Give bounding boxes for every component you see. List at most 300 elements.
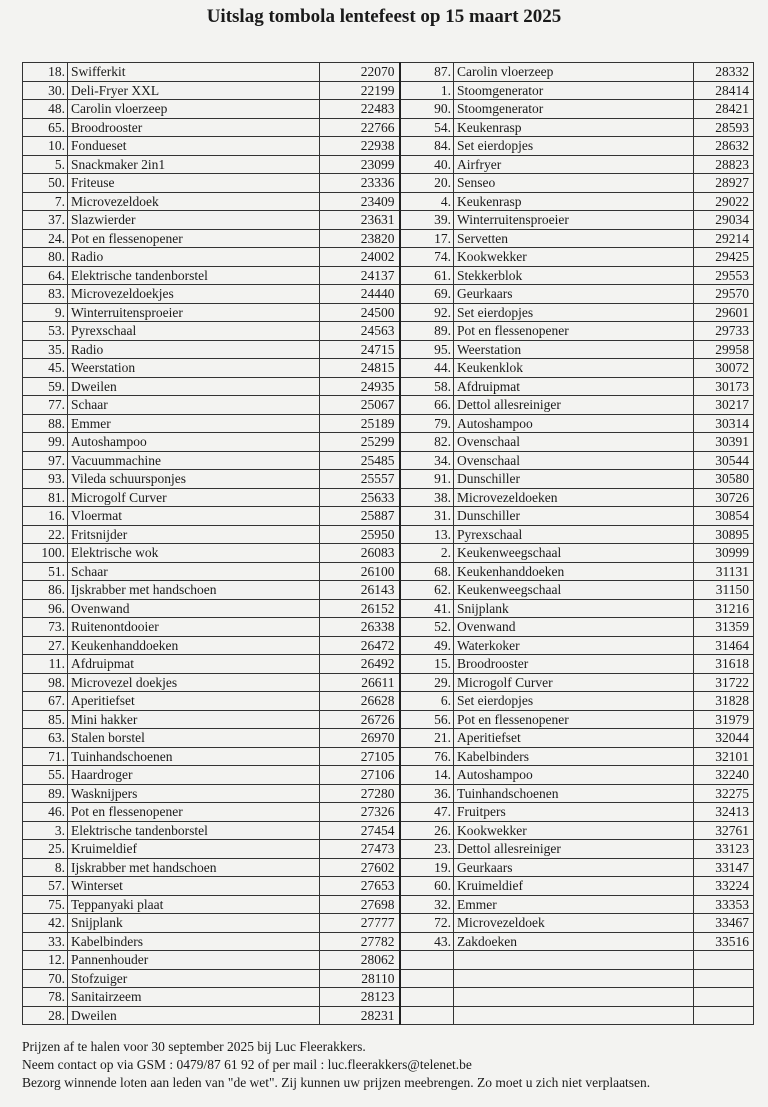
ticket-number: 27106	[320, 766, 400, 785]
ticket-number: 22483	[320, 100, 400, 119]
ticket-number: 30854	[694, 507, 754, 526]
prize-name: Keukenhanddoeken	[454, 562, 694, 581]
table-row	[23, 692, 400, 711]
prize-number: 61.	[401, 266, 454, 285]
prize-number: 53.	[23, 322, 68, 341]
prize-name: Microgolf Curver	[454, 673, 694, 692]
ticket-number: 26472	[320, 636, 400, 655]
prize-name: Stekkerblok	[454, 266, 694, 285]
table-row	[23, 673, 400, 692]
prize-name: Set eierdopjes	[454, 137, 694, 156]
ticket-number: 28414	[694, 81, 754, 100]
prize-name: Schaar	[68, 396, 320, 415]
prize-name: Airfryer	[454, 155, 694, 174]
prize-number: 28.	[23, 1006, 68, 1025]
ticket-number: 28062	[320, 951, 400, 970]
table-row	[23, 747, 400, 766]
ticket-number: 23409	[320, 192, 400, 211]
prize-name: Dweilen	[68, 377, 320, 396]
ticket-number: 26143	[320, 581, 400, 600]
ticket-number	[694, 951, 754, 970]
ticket-number: 33224	[694, 877, 754, 896]
prize-name: Pot en flessenopener	[68, 229, 320, 248]
prize-number: 13.	[401, 525, 454, 544]
ticket-number: 33353	[694, 895, 754, 914]
table-row	[401, 470, 754, 489]
table-row	[401, 340, 754, 359]
prize-name: Sanitairzeem	[68, 988, 320, 1007]
footer-notes	[22, 1038, 752, 1092]
table-row	[401, 840, 754, 859]
table-row	[401, 285, 754, 304]
ticket-number: 32413	[694, 803, 754, 822]
prize-name: Snijplank	[68, 914, 320, 933]
prize-name: Ovenschaal	[454, 433, 694, 452]
ticket-number: 30580	[694, 470, 754, 489]
prize-number: 62.	[401, 581, 454, 600]
table-row	[23, 488, 400, 507]
ticket-number: 27782	[320, 932, 400, 951]
table-row	[401, 729, 754, 748]
prize-number: 15.	[401, 655, 454, 674]
table-row	[23, 137, 400, 156]
prize-number: 54.	[401, 118, 454, 137]
prize-name: Dettol allesreiniger	[454, 840, 694, 859]
ticket-number: 30391	[694, 433, 754, 452]
table-row	[23, 340, 400, 359]
prize-name: Kookwekker	[454, 821, 694, 840]
ticket-number: 24002	[320, 248, 400, 267]
prize-number: 85.	[23, 710, 68, 729]
table-row	[401, 248, 754, 267]
ticket-number: 30999	[694, 544, 754, 563]
prize-number: 89.	[23, 784, 68, 803]
prize-number: 74.	[401, 248, 454, 267]
table-row	[23, 599, 400, 618]
table-row	[23, 174, 400, 193]
prize-name: Fruitpers	[454, 803, 694, 822]
prize-name: Keukenweegschaal	[454, 581, 694, 600]
prize-name: Weerstation	[454, 340, 694, 359]
prize-number: 98.	[23, 673, 68, 692]
table-row	[401, 211, 754, 230]
ticket-number: 28823	[694, 155, 754, 174]
prize-name: Pyrexschaal	[68, 322, 320, 341]
ticket-number: 28593	[694, 118, 754, 137]
prize-name: Afdruipmat	[454, 377, 694, 396]
prize-name	[454, 951, 694, 970]
prize-number	[401, 988, 454, 1007]
prize-number: 60.	[401, 877, 454, 896]
prize-number: 63.	[23, 729, 68, 748]
delivery-note: Bezorg winnende loten aan leden van "de wet". Zij kunnen uw prijzen meebrengen. Zo moet u zich niet verplaatsen.	[22, 1075, 651, 1090]
ticket-number	[694, 969, 754, 988]
table-row	[401, 747, 754, 766]
prize-name: Wasknijpers	[68, 784, 320, 803]
ticket-number: 33516	[694, 932, 754, 951]
prize-name: Stalen borstel	[68, 729, 320, 748]
ticket-number: 24715	[320, 340, 400, 359]
prize-name: Teppanyaki plaat	[68, 895, 320, 914]
prize-name: Snijplank	[454, 599, 694, 618]
table-row	[23, 1006, 400, 1025]
prize-name: Swifferkit	[68, 63, 320, 82]
ticket-number: 25633	[320, 488, 400, 507]
prize-number: 65.	[23, 118, 68, 137]
table-row	[401, 877, 754, 896]
prize-name: Deli-Fryer XXL	[68, 81, 320, 100]
prize-name	[454, 969, 694, 988]
ticket-number: 28421	[694, 100, 754, 119]
prize-name: Emmer	[68, 414, 320, 433]
ticket-number: 25950	[320, 525, 400, 544]
prize-name: Fondueset	[68, 137, 320, 156]
prize-name: Pannenhouder	[68, 951, 320, 970]
prize-number: 76.	[401, 747, 454, 766]
table-row	[23, 581, 400, 600]
prize-number: 86.	[23, 581, 68, 600]
prize-number: 3.	[23, 821, 68, 840]
prize-name: Dunschiller	[454, 507, 694, 526]
prize-number: 41.	[401, 599, 454, 618]
prize-number: 66.	[401, 396, 454, 415]
prize-number: 33.	[23, 932, 68, 951]
prize-name: Senseo	[454, 174, 694, 193]
prize-name: Keukenweegschaal	[454, 544, 694, 563]
table-row	[23, 359, 400, 378]
prize-name: Radio	[68, 248, 320, 267]
ticket-number: 24935	[320, 377, 400, 396]
ticket-number: 29022	[694, 192, 754, 211]
prize-name: Haardroger	[68, 766, 320, 785]
ticket-number: 31828	[694, 692, 754, 711]
ticket-number: 25557	[320, 470, 400, 489]
prize-name: Ovenschaal	[454, 451, 694, 470]
prize-number: 7.	[23, 192, 68, 211]
table-row	[401, 377, 754, 396]
table-row	[401, 174, 754, 193]
table-row	[23, 525, 400, 544]
prize-number: 84.	[401, 137, 454, 156]
prize-name: Aperitiefset	[68, 692, 320, 711]
table-row	[23, 618, 400, 637]
table-row	[401, 914, 754, 933]
ticket-number: 27777	[320, 914, 400, 933]
ticket-number: 25485	[320, 451, 400, 470]
prize-name: Winterset	[68, 877, 320, 896]
table-row	[23, 155, 400, 174]
prize-name: Slazwierder	[68, 211, 320, 230]
prize-number: 45.	[23, 359, 68, 378]
prize-number: 80.	[23, 248, 68, 267]
ticket-number: 29733	[694, 322, 754, 341]
prize-number: 42.	[23, 914, 68, 933]
prize-name: Kruimeldief	[68, 840, 320, 859]
ticket-number: 29034	[694, 211, 754, 230]
table-row	[23, 636, 400, 655]
ticket-number: 23336	[320, 174, 400, 193]
prize-number: 67.	[23, 692, 68, 711]
table-row	[401, 433, 754, 452]
prize-name: Ijskrabber met handschoen	[68, 581, 320, 600]
table-row	[401, 414, 754, 433]
prize-number: 30.	[23, 81, 68, 100]
prize-name: Geurkaars	[454, 858, 694, 877]
ticket-number: 31618	[694, 655, 754, 674]
contact-note: Neem contact op via GSM : 0479/87 61 92 of per mail : luc.fleerakkers@telenet.be	[22, 1057, 472, 1072]
prize-name: Ovenwand	[68, 599, 320, 618]
table-row	[23, 192, 400, 211]
prize-number: 2.	[401, 544, 454, 563]
ticket-number: 29958	[694, 340, 754, 359]
prize-number: 50.	[23, 174, 68, 193]
ticket-number: 24815	[320, 359, 400, 378]
table-row	[23, 322, 400, 341]
ticket-number: 29570	[694, 285, 754, 304]
table-row	[23, 914, 400, 933]
prize-number: 64.	[23, 266, 68, 285]
table-row	[23, 932, 400, 951]
prize-name: Set eierdopjes	[454, 303, 694, 322]
ticket-number: 31464	[694, 636, 754, 655]
table-row	[401, 710, 754, 729]
prize-number: 9.	[23, 303, 68, 322]
prize-name	[454, 1006, 694, 1025]
prize-name: Keukenklok	[454, 359, 694, 378]
ticket-number: 28927	[694, 174, 754, 193]
prize-number: 12.	[23, 951, 68, 970]
prize-number: 70.	[23, 969, 68, 988]
table-row	[401, 599, 754, 618]
ticket-number: 24563	[320, 322, 400, 341]
ticket-number: 25887	[320, 507, 400, 526]
table-row	[23, 988, 400, 1007]
table-row	[401, 81, 754, 100]
prize-number: 69.	[401, 285, 454, 304]
prize-number: 56.	[401, 710, 454, 729]
ticket-number: 30895	[694, 525, 754, 544]
table-row	[401, 303, 754, 322]
ticket-number: 33467	[694, 914, 754, 933]
prize-name: Geurkaars	[454, 285, 694, 304]
table-row	[23, 729, 400, 748]
prize-number: 87.	[401, 63, 454, 82]
table-row	[23, 414, 400, 433]
prize-number: 81.	[23, 488, 68, 507]
table-row	[23, 266, 400, 285]
prize-number: 99.	[23, 433, 68, 452]
ticket-number: 22938	[320, 137, 400, 156]
table-row	[401, 525, 754, 544]
ticket-number: 26628	[320, 692, 400, 711]
prize-name: Dweilen	[68, 1006, 320, 1025]
prize-name: Microvezel doekjes	[68, 673, 320, 692]
table-row	[23, 858, 400, 877]
prize-number: 8.	[23, 858, 68, 877]
prize-name: Ovenwand	[454, 618, 694, 637]
prize-number: 32.	[401, 895, 454, 914]
prize-number	[401, 969, 454, 988]
ticket-number: 31979	[694, 710, 754, 729]
table-row	[23, 951, 400, 970]
ticket-number: 29553	[694, 266, 754, 285]
prize-number: 38.	[401, 488, 454, 507]
table-row	[401, 636, 754, 655]
prize-name: Pot en flessenopener	[454, 322, 694, 341]
prize-name: Kabelbinders	[68, 932, 320, 951]
table-row	[401, 803, 754, 822]
prize-name: Vileda schuursponjes	[68, 470, 320, 489]
prize-number: 29.	[401, 673, 454, 692]
prize-number: 79.	[401, 414, 454, 433]
table-row	[401, 266, 754, 285]
table-row	[401, 858, 754, 877]
prize-number: 19.	[401, 858, 454, 877]
prize-number: 10.	[23, 137, 68, 156]
ticket-number: 27602	[320, 858, 400, 877]
prize-name: Schaar	[68, 562, 320, 581]
table-row	[401, 100, 754, 119]
ticket-number: 26152	[320, 599, 400, 618]
table-row	[23, 784, 400, 803]
ticket-number: 32044	[694, 729, 754, 748]
results-tables	[22, 62, 752, 1025]
prize-number: 59.	[23, 377, 68, 396]
table-row	[401, 673, 754, 692]
prize-name: Keukenrasp	[454, 192, 694, 211]
ticket-number: 29601	[694, 303, 754, 322]
ticket-number: 26083	[320, 544, 400, 563]
table-row	[401, 969, 754, 988]
table-row	[23, 229, 400, 248]
prize-number: 27.	[23, 636, 68, 655]
prize-number: 93.	[23, 470, 68, 489]
prize-name: Set eierdopjes	[454, 692, 694, 711]
prize-name: Microvezeldoeken	[454, 488, 694, 507]
ticket-number: 26970	[320, 729, 400, 748]
prize-number: 78.	[23, 988, 68, 1007]
prize-name: Aperitiefset	[454, 729, 694, 748]
prize-name: Elektrische tandenborstel	[68, 821, 320, 840]
prize-number	[401, 951, 454, 970]
table-row	[23, 821, 400, 840]
prize-name: Vacuummachine	[68, 451, 320, 470]
prize-number: 26.	[401, 821, 454, 840]
table-row	[401, 488, 754, 507]
prize-name: Fritsnijder	[68, 525, 320, 544]
prize-name: Microgolf Curver	[68, 488, 320, 507]
table-row	[23, 100, 400, 119]
table-row	[23, 248, 400, 267]
prize-name	[454, 988, 694, 1007]
prize-name: Tuinhandschoenen	[68, 747, 320, 766]
prize-number: 100.	[23, 544, 68, 563]
ticket-number: 26338	[320, 618, 400, 637]
ticket-number: 30544	[694, 451, 754, 470]
prize-number: 18.	[23, 63, 68, 82]
table-row	[23, 396, 400, 415]
prize-number: 17.	[401, 229, 454, 248]
table-row	[401, 507, 754, 526]
prize-number: 14.	[401, 766, 454, 785]
prize-number: 11.	[23, 655, 68, 674]
prize-name: Dunschiller	[454, 470, 694, 489]
ticket-number	[694, 1006, 754, 1025]
prize-number: 37.	[23, 211, 68, 230]
prize-name: Keukenrasp	[454, 118, 694, 137]
prize-name: Carolin vloerzeep	[68, 100, 320, 119]
table-row	[23, 451, 400, 470]
table-row	[23, 544, 400, 563]
ticket-number: 32761	[694, 821, 754, 840]
prize-name: Elektrische wok	[68, 544, 320, 563]
prize-number: 90.	[401, 100, 454, 119]
prize-name: Servetten	[454, 229, 694, 248]
prize-number: 49.	[401, 636, 454, 655]
prize-number: 16.	[23, 507, 68, 526]
ticket-number: 27473	[320, 840, 400, 859]
prize-number: 21.	[401, 729, 454, 748]
prize-number: 57.	[23, 877, 68, 896]
prize-number: 34.	[401, 451, 454, 470]
table-row	[401, 692, 754, 711]
prize-number: 89.	[401, 322, 454, 341]
table-row	[23, 118, 400, 137]
prize-name: Pot en flessenopener	[454, 710, 694, 729]
table-row	[401, 396, 754, 415]
prize-name: Microvezeldoek	[454, 914, 694, 933]
ticket-number: 28332	[694, 63, 754, 82]
prize-number	[401, 1006, 454, 1025]
ticket-number: 30217	[694, 396, 754, 415]
prize-number: 24.	[23, 229, 68, 248]
table-row	[401, 229, 754, 248]
prize-number: 82.	[401, 433, 454, 452]
table-row	[401, 322, 754, 341]
prize-number: 6.	[401, 692, 454, 711]
ticket-number: 30173	[694, 377, 754, 396]
table-row	[401, 618, 754, 637]
ticket-number: 25067	[320, 396, 400, 415]
table-row	[401, 988, 754, 1007]
prize-name: Pyrexschaal	[454, 525, 694, 544]
table-row	[23, 377, 400, 396]
prize-name: Afdruipmat	[68, 655, 320, 674]
page-title: Uitslag tombola lentefeest op 15 maart 2025	[206, 6, 562, 27]
ticket-number: 33147	[694, 858, 754, 877]
table-row	[401, 655, 754, 674]
table-row	[23, 766, 400, 785]
table-row	[401, 359, 754, 378]
ticket-number: 31722	[694, 673, 754, 692]
table-row	[23, 63, 400, 82]
prize-number: 71.	[23, 747, 68, 766]
ticket-number: 28632	[694, 137, 754, 156]
prize-number: 51.	[23, 562, 68, 581]
prize-name: Microvezeldoek	[68, 192, 320, 211]
ticket-number: 24137	[320, 266, 400, 285]
prize-name: Broodrooster	[68, 118, 320, 137]
prize-number: 48.	[23, 100, 68, 119]
prize-number: 40.	[401, 155, 454, 174]
table-row	[401, 118, 754, 137]
prize-number: 88.	[23, 414, 68, 433]
ticket-number: 31216	[694, 599, 754, 618]
prize-name: Winterruitensproeier	[68, 303, 320, 322]
table-row	[401, 581, 754, 600]
prize-number: 58.	[401, 377, 454, 396]
prize-number: 4.	[401, 192, 454, 211]
